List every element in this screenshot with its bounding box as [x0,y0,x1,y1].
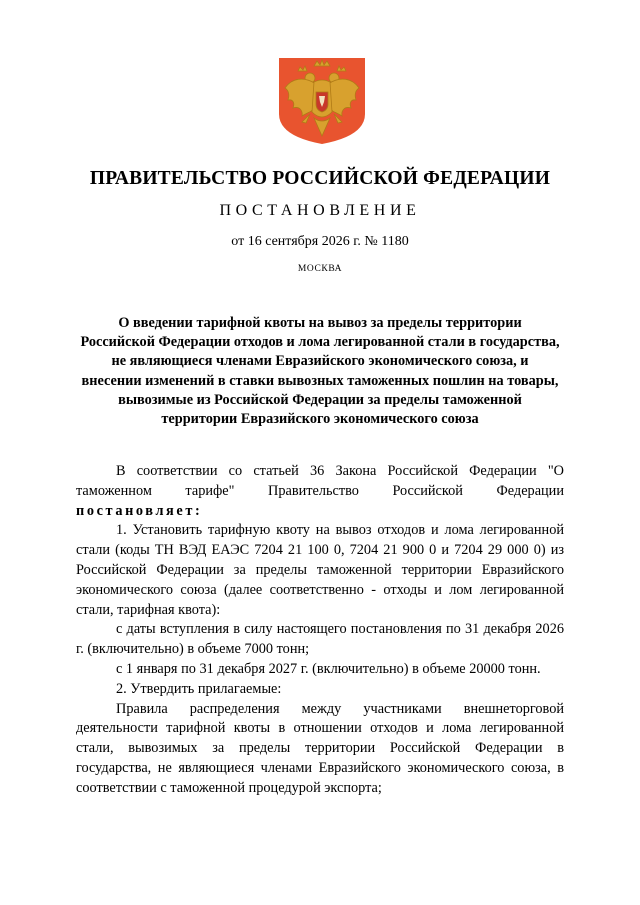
item-2: 2. Утвердить прилагаемые: [116,680,282,697]
item-1: 1. Установить тарифную квоту на вывоз отходов и лома легированной стали (коды ТН ВЭД ЕАЭС 7204 21 100 0, 7204 21 900 0 и 7204 29 000 0) из Российской Федерации за пределы таможенной территории Евразийского экономического союза (далее соответственно - отходы и лом легированной стали, тарифная квота): [76,522,564,618]
document-heading: О введении тарифной квоты на вывоз за пределы территории Российской Федерации отходов и лома легированной стали в государства, не являющиеся членами Евразийского экономического союза, и внесении изменений в ставки вывозных таможенных пошлин на товары, вывозимые из Российской Федерации за пределы таможенной территории Евразийского экономического союза [80,315,560,428]
russian-coat-of-arms-icon [276,56,368,145]
rules-paragraph: Правила распределения между участниками внешнеторговой деятельности тарифной квоты в отношении отходов и лома легированной стали, вывозимых за пределы территории Российской Федерации в государства, не являющиеся членами Евразийского экономического союза, в соответствии с таможенной процедурой экспорта; [76,700,564,796]
document-city: МОСКВА [297,264,343,274]
quota-period-1: с даты вступления в силу настоящего постановления по 31 декабря 2026 г. (включительно) в объеме 7000 тонн; [76,621,564,658]
intro-paragraph [76,462,564,521]
intro-text: В соответствии со статьей 36 Закона Российской Федерации "О таможенном тарифе" Правительство Российской Федерации [76,463,564,499]
document-type: ПОСТАНОВЛЕНИЕ [219,202,421,219]
document-body [76,462,564,799]
document-date-number: от 16 сентября 2026 г. № 1180 [231,234,409,249]
quota-period-2: с 1 января по 31 декабря 2027 г. (включительно) в объеме 20000 тонн. [116,660,541,677]
government-title: ПРАВИТЕЛЬСТВО РОССИЙСКОЙ ФЕДЕРАЦИИ [89,168,551,189]
resolves-word: постановляет: [76,502,203,519]
